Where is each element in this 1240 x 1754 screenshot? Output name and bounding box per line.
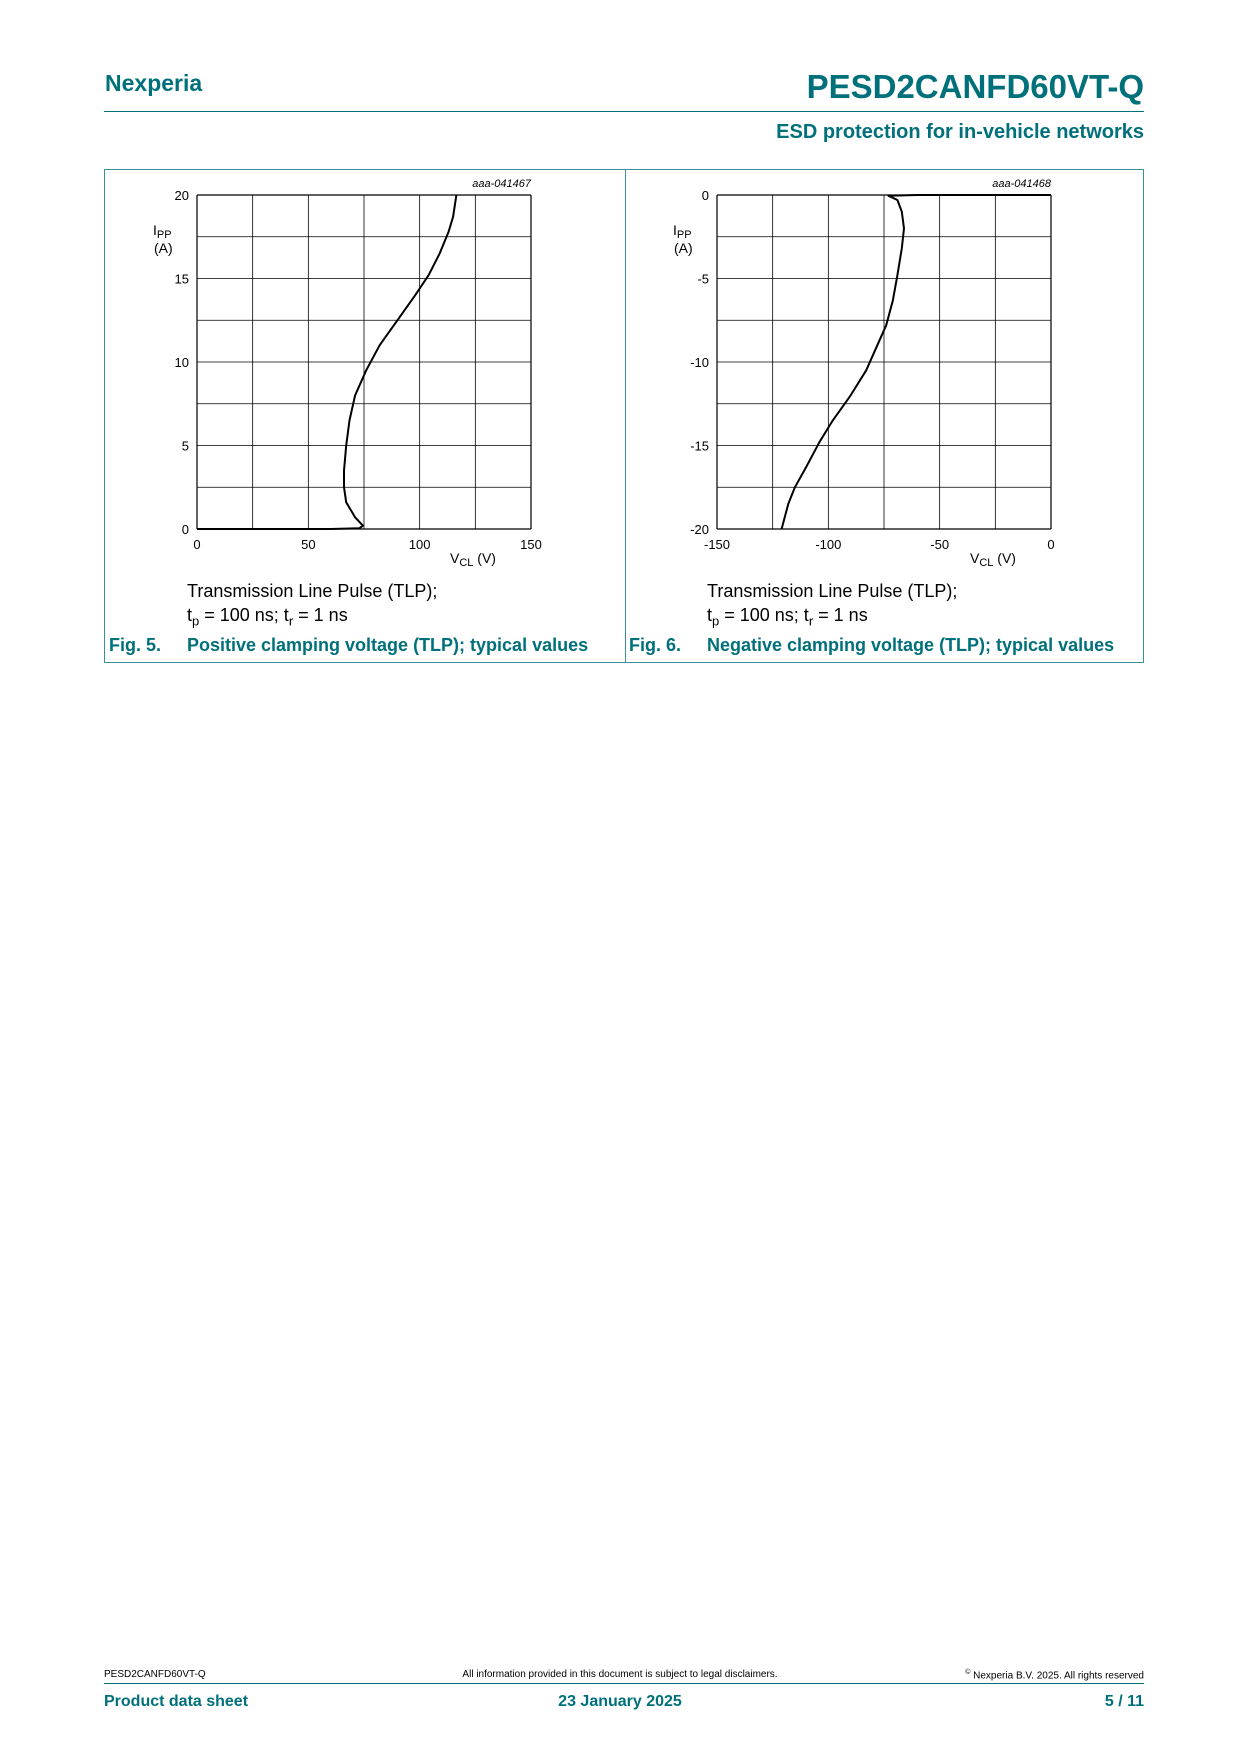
x-tick-label: 150	[520, 537, 542, 552]
figure-5-caption	[109, 635, 588, 656]
footer-date: 23 January 2025	[558, 1693, 682, 1710]
y-axis-unit: (A)	[674, 240, 693, 256]
x-tick-label: -100	[815, 537, 842, 552]
y-tick-label: -20	[690, 522, 709, 537]
figure-5-panel	[105, 170, 625, 662]
copyright-text: Nexperia B.V. 2025. All rights reserved	[970, 1670, 1144, 1682]
y-axis-unit: (A)	[154, 240, 173, 256]
y-tick-label: 10	[174, 355, 189, 370]
footer-page-number: 5 / 11	[1104, 1693, 1144, 1710]
y-tick-label: -15	[690, 438, 709, 454]
footer-doc-type: Product data sheet	[104, 1693, 249, 1710]
x-tick-label: -50	[930, 537, 950, 552]
x-tick-label: 0	[1047, 537, 1055, 552]
footer-copyright	[965, 1669, 1144, 1681]
figure-5-condition-line2: $t_p = 100$ ns; $t_r = 1$ ns	[187, 605, 348, 629]
figure-code-label: aaa-041468	[992, 178, 1051, 190]
figure-6-condition-line2: $t_p = 100$ ns; $t_r = 1$ ns	[707, 605, 868, 629]
figure-6-condition-line1: Transmission Line Pulse (TLP);	[707, 581, 958, 601]
figure-5-number: Fig. 5.	[109, 635, 162, 655]
x-axis-label: $V_{CL}$ (V)	[450, 550, 496, 569]
footer-divider	[104, 1683, 1144, 1684]
y-axis-label: $I_{PP}$	[673, 222, 692, 241]
y-tick-label: 15	[174, 271, 189, 287]
footer-disclaimer: All information provided in this document is subject to legal disclaimers.	[462, 1669, 778, 1680]
x-tick-label: 0	[193, 537, 201, 552]
figures-frame	[104, 169, 1144, 663]
x-tick-label: 50	[301, 537, 316, 552]
figure-6-panel	[625, 170, 1145, 662]
y-axis-label: $I_{PP}$	[153, 222, 172, 241]
part-number-title: PESD2CANFD60VT-Q	[806, 68, 1144, 105]
header-divider	[104, 111, 1144, 112]
y-tick-label: 5	[181, 438, 189, 454]
figure-5-condition-line1: Transmission Line Pulse (TLP);	[187, 581, 438, 601]
y-tick-label: 20	[174, 188, 189, 203]
y-tick-label: -5	[697, 271, 709, 287]
positive-clamping-chart	[105, 170, 625, 580]
y-tick-label: -10	[690, 355, 709, 370]
figure-code-label: aaa-041467	[472, 178, 531, 190]
negative-clamping-chart	[625, 170, 1145, 580]
figure-6-caption	[629, 635, 1114, 656]
figure-6-number: Fig. 6.	[629, 635, 682, 655]
company-name: Nexperia	[105, 70, 203, 96]
x-tick-label: 100	[408, 537, 431, 552]
x-axis-label: $V_{CL}$ (V)	[970, 550, 1016, 569]
copyright-symbol: ©	[965, 1669, 971, 1676]
figure-6-title: Negative clamping voltage (TLP); typical values	[707, 635, 1115, 655]
figure-5-conditions	[187, 579, 437, 634]
footer-doc-id: PESD2CANFD60VT-Q	[104, 1669, 206, 1680]
y-tick-label: 0	[701, 188, 709, 203]
figure-5-title: Positive clamping voltage (TLP); typical values	[187, 635, 589, 655]
figure-6-conditions	[707, 579, 957, 634]
y-tick-label: 0	[181, 522, 189, 537]
document-subtitle: ESD protection for in-vehicle networks	[776, 121, 1144, 143]
x-tick-label: -150	[703, 537, 731, 552]
